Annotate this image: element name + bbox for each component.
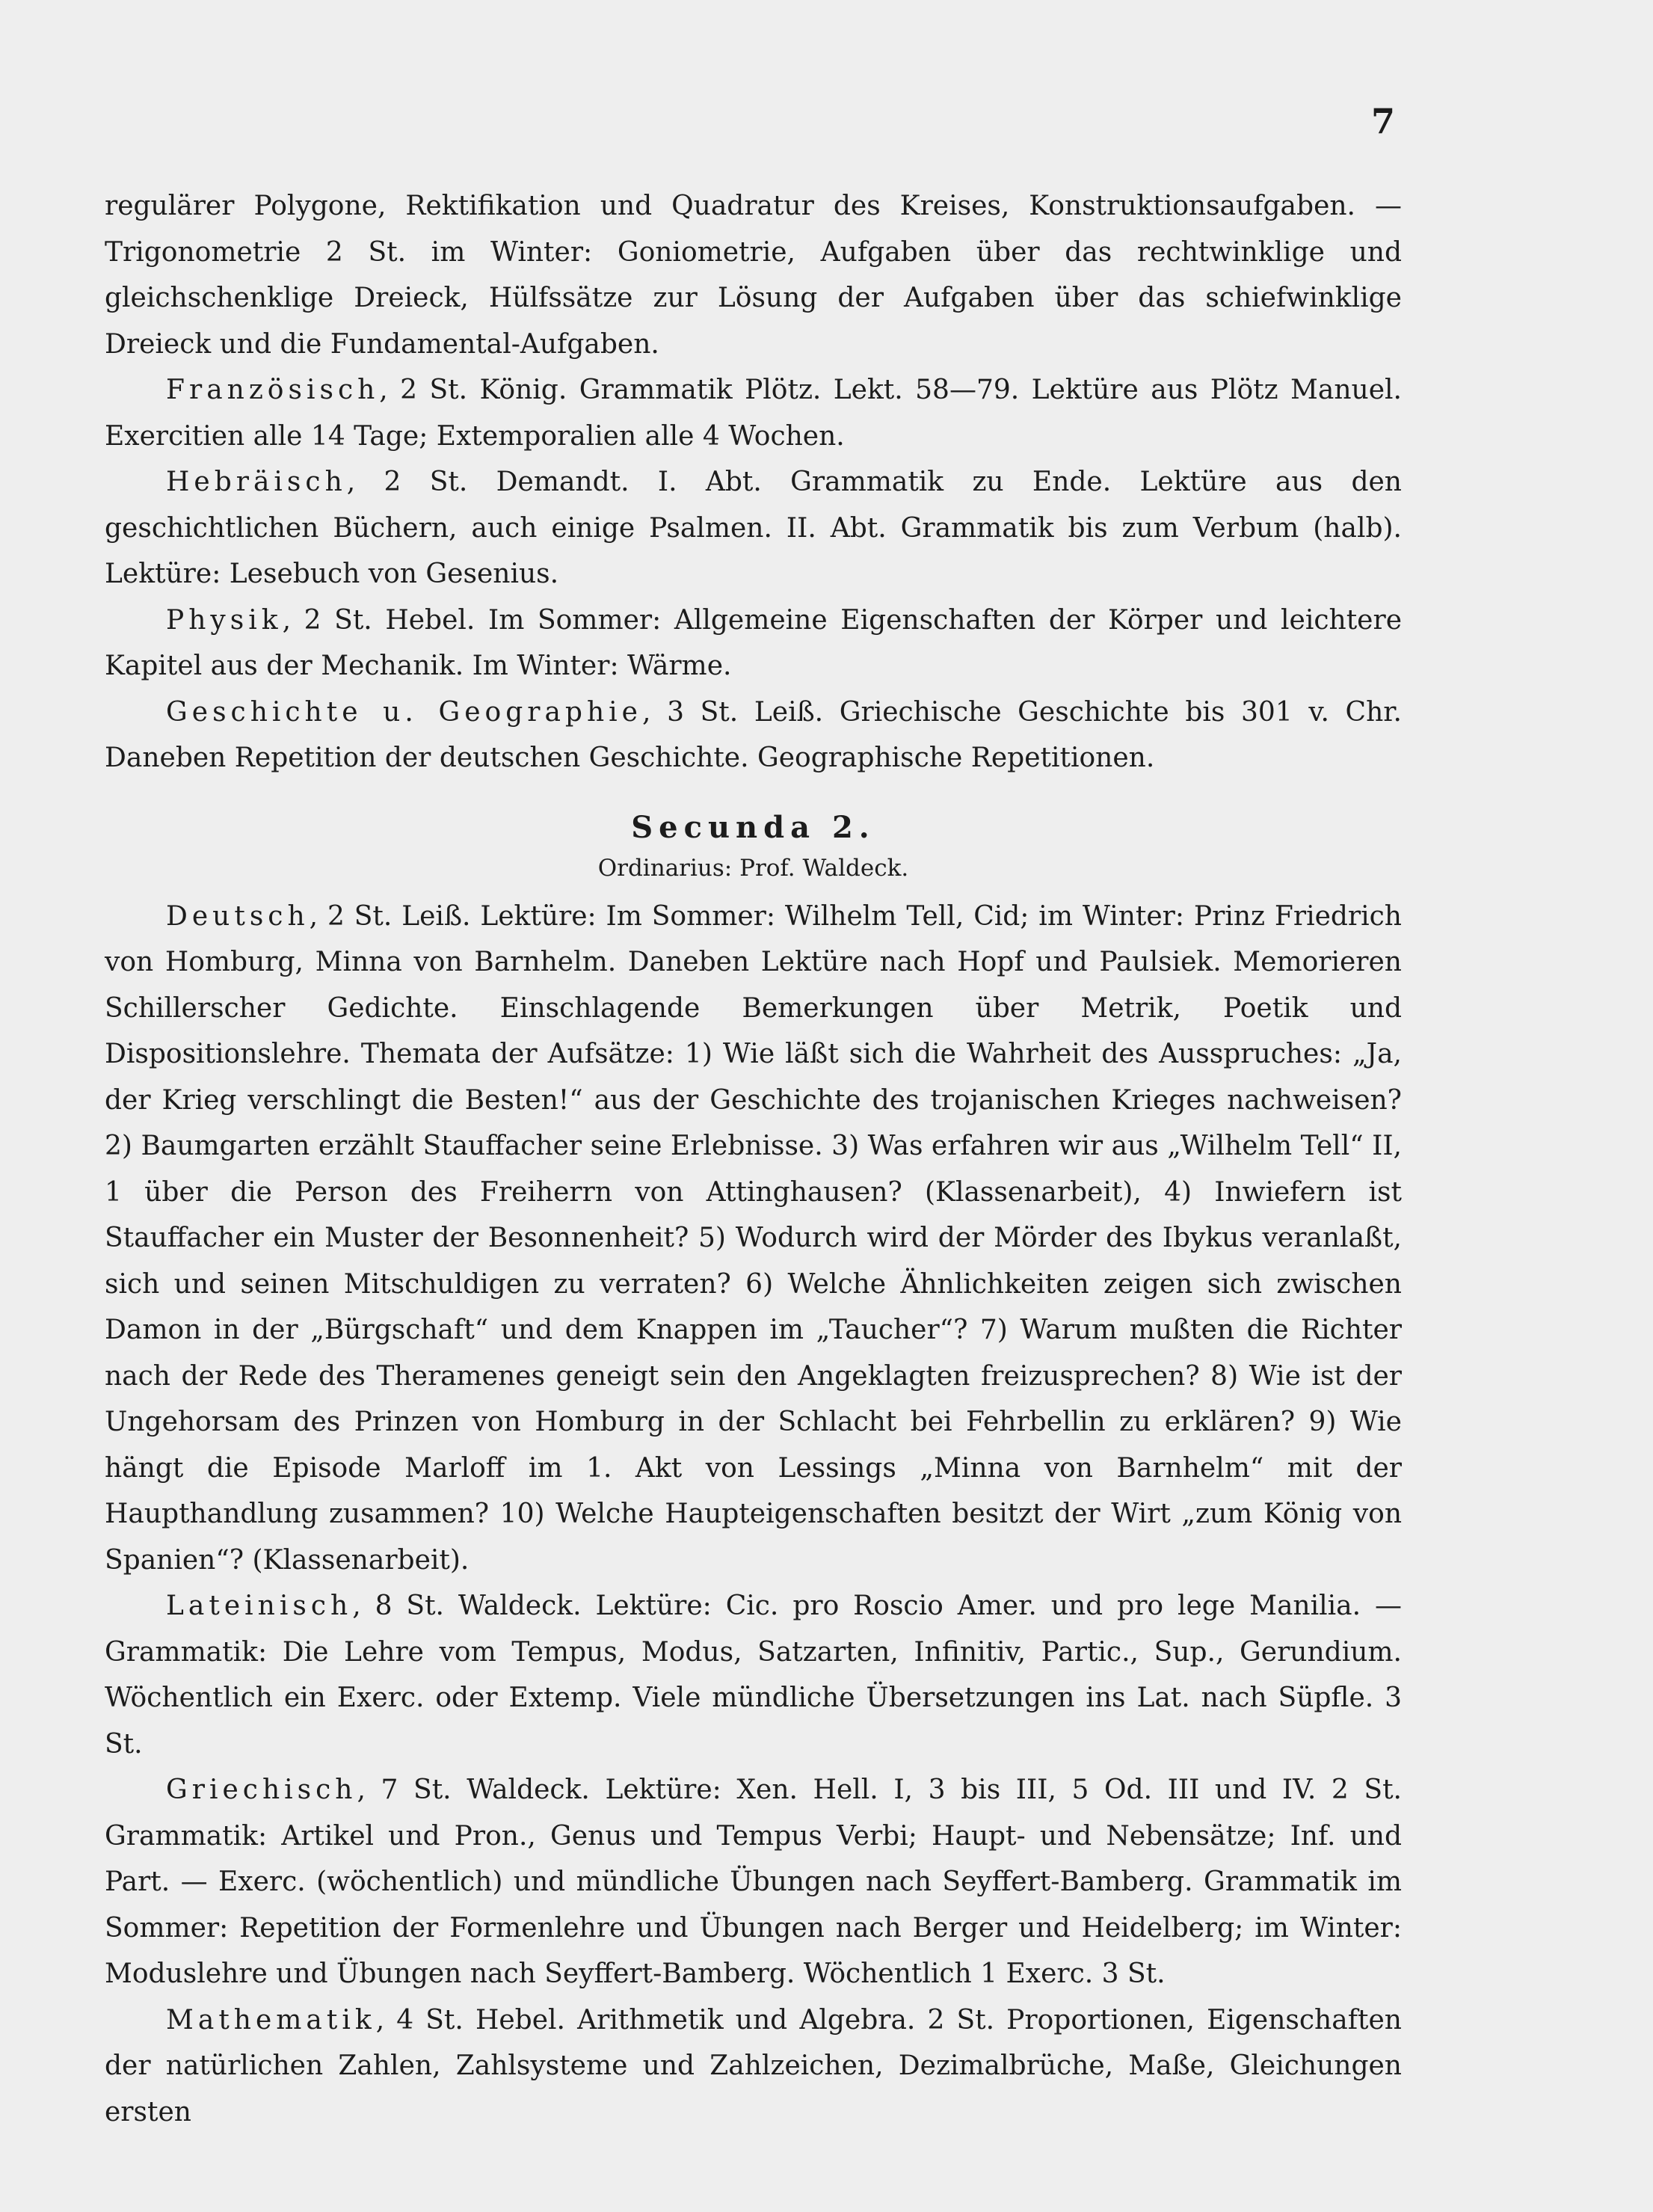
subject-text: , 2 St. Demandt. I. Abt. Grammatik zu Ende. Lektüre aus den geschichtlichen Büchern, auch einige Psalmen. II. Abt. Grammatik bis zum Verbum (halb). Lektüre: Lesebuch von Gesenius.: [105, 467, 1402, 589]
subject-name: Hebräisch: [166, 467, 347, 497]
subject-paragraph-physik: [105, 597, 1402, 689]
subject-name: Mathematik: [166, 2004, 376, 2036]
subject-paragraph-griechisch: [105, 1767, 1402, 1997]
subject-name: Französisch: [166, 375, 380, 405]
page-body: [105, 183, 1402, 2135]
subject-paragraph-geschichte: [105, 689, 1402, 781]
subject-text: , 4 St. Hebel. Arithmetik und Algebra. 2 St. Proportionen, Eigenschaften der natürlichen Zahlen, Zahlsysteme und Zahlzeichen, Dezimalbrüche, Maße, Gleichungen ersten: [105, 2004, 1402, 2127]
section-ordinarius: Ordinarius: Prof. Waldeck.: [597, 854, 909, 882]
subject-name: Geschichte u. Geographie: [166, 696, 642, 728]
subject-text: , 3 St. Leiß. Griechische Geschichte bis 301 v. Chr. Daneben Repetition der deutschen Geschichte. Geographische Repetitionen.: [105, 696, 1402, 773]
subject-paragraph-lateinisch: [105, 1583, 1402, 1767]
subject-paragraph-mathematik: [105, 1997, 1402, 2136]
subject-text: , 7 St. Waldeck. Lektüre: Xen. Hell. I, 3 bis III, 5 Od. III und IV. 2 St. Grammatik: Artikel und Pron., Genus und Tempus Verbi; Haupt- und Nebensätze; Inf. und Part. — Exerc. (wöchentlich) und mündliche Übungen nach Seyffert-Bamberg. Grammatik im Sommer: Repetition der Formenlehre und Übungen nach Berger und Heidelberg; im Winter: Moduslehre und Übungen nach Seyffert-Bamberg. Wöchentlich 1 Exerc. 3 St.: [105, 1775, 1402, 1989]
subject-text: , 2 St. Hebel. Im Sommer: Allgemeine Eigenschaften der Körper und leichtere Kapitel aus der Mechanik. Im Winter: Wärme.: [105, 604, 1402, 681]
subject-text: , 2 St. König. Grammatik Plötz. Lekt. 58—79. Lektüre aus Plötz Manuel. Exercitien alle 14 Tage; Extemporalien alle 4 Wochen.: [105, 375, 1402, 452]
subject-name: Lateinisch: [166, 1591, 353, 1621]
subject-text: , 2 St. Leiß. Lektüre: Im Sommer: Wilhelm Tell, Cid; im Winter: Prinz Friedrich von Homburg, Minna von Barnhelm. Daneben Lektüre nach Hopf und Paulsiek. Memorieren Schillerscher Gedichte. Einschlagende Bemerkungen über Metrik, Poetik und Dispositionslehre. Themata der Aufsätze: 1) Wie läßt sich die Wahrheit des Ausspruches: „Ja, der Krieg verschlingt die Besten!“ aus der Geschichte des trojanischen Krieges nachweisen? 2) Baumgarten erzählt Stauffacher seine Erlebnisse. 3) Was erfahren wir aus „Wilhelm Tell“ II, 1 über die Person des Freiherrn von Attinghausen? (Klassenarbeit), 4) Inwiefern ist Stauffacher ein Muster der Besonnenheit? 5) Wodurch wird der Mörder des Ibykus veranlaßt, sich und seinen Mitschuldigen zu verraten? 6) Welche Ähnlichkeiten zeigen sich zwischen Damon in der „Bürgschaft“ und dem Knappen im „Taucher“? 7) Warum mußten die Richter nach der Rede des Theramenes geneigt sein den Angeklagten freizusprechen? 8) Wie ist der Ungehorsam des Prinzen von Homburg in der Schlacht bei Fehrbellin zu erklären? 9) Wie hängt die Episode Marloff im 1. Akt von Lessings „Minna von Barnhelm“ mit der Haupthandlung zusammen? 10) Welche Haupteigenschaften besitzt der Wirt „zum König von Spanien“? (Klassenarbeit).: [105, 900, 1402, 1576]
subject-name: Griechisch: [166, 1775, 357, 1805]
subject-text: , 8 St. Waldeck. Lektüre: Cic. pro Roscio Amer. und pro lege Manilia. — Grammatik: Die Lehre vom Tempus, Modus, Satzarten, Infinitiv, Partic., Sup., Gerundium. Wöchentlich ein Exerc. oder Extemp. Viele mündliche Übersetzungen ins Lat. nach Süpfle. 3 St.: [105, 1591, 1402, 1760]
page-number: 7: [1370, 101, 1395, 141]
subject-paragraph-franzoesisch: [105, 367, 1402, 459]
section-title: Secunda 2.: [631, 809, 875, 845]
subject-name: Deutsch: [166, 900, 310, 932]
subject-paragraph-hebraeisch: [105, 459, 1402, 597]
subject-name: Physik: [166, 604, 283, 636]
subject-paragraph-deutsch: [105, 894, 1402, 1584]
intro-paragraph: regulärer Polygone, Rektifikation und Quadratur des Kreises, Konstruktionsaufgaben. — Trigonometrie 2 St. im Winter: Goniometrie, Aufgaben über das rechtwinklige und gleichschenklige Dreieck, Hülfssätze zur Lösung der Aufgaben über das schiefwinklige Dreieck und die Fundamental-Aufgaben.: [105, 191, 1402, 360]
